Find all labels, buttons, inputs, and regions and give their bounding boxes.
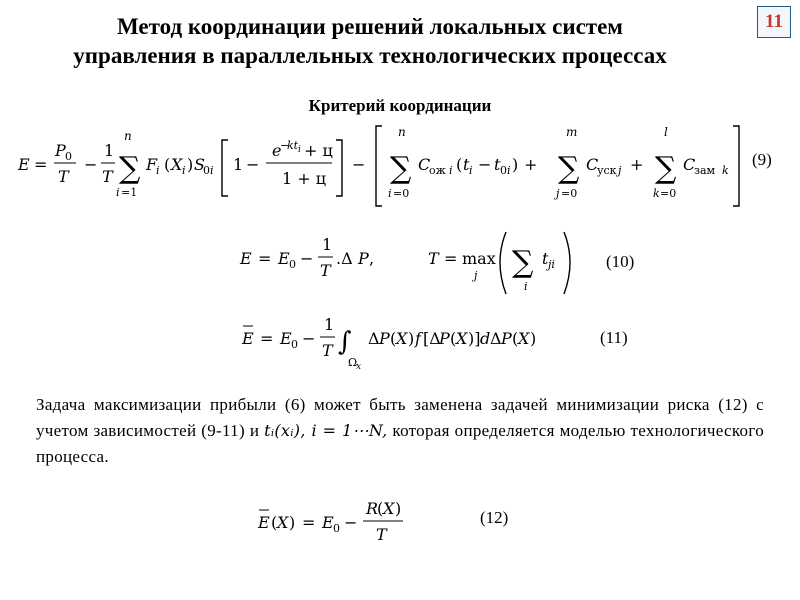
- svg-text:P: P: [501, 329, 512, 348]
- svg-text:X: X: [518, 329, 530, 348]
- svg-text:=: =: [302, 513, 316, 532]
- svg-text:(: (: [512, 329, 519, 348]
- svg-text:C: C: [683, 155, 696, 174]
- title-line-1: Метод координации решений локальных систем: [117, 14, 623, 39]
- svg-text:Δ: Δ: [368, 329, 380, 348]
- svg-text:): ): [530, 329, 537, 348]
- svg-text:d: d: [480, 329, 491, 348]
- svg-text:i: i: [182, 164, 186, 177]
- paragraph-text-1: Задача максимизации прибыли (6) может быть заменена задачей минимизации риска (12) с учетом зависимостей (9-11) и: [36, 395, 764, 440]
- svg-text:(: (: [390, 329, 397, 348]
- svg-text:R: R: [366, 499, 379, 518]
- svg-text:зам: зам: [694, 164, 716, 177]
- svg-text:i: i: [210, 164, 214, 177]
- svg-text:0: 0: [500, 164, 507, 177]
- svg-text:E: E: [242, 329, 254, 348]
- svg-text:=0: =0: [660, 187, 677, 200]
- svg-text:=1: =1: [121, 186, 138, 199]
- svg-text:T: T: [320, 261, 331, 280]
- svg-text:E: E: [322, 513, 334, 532]
- svg-text:E: E: [278, 249, 290, 268]
- svg-text:∑: ∑: [512, 245, 534, 280]
- svg-text:i: i: [156, 164, 160, 177]
- svg-text:T: T: [58, 167, 69, 186]
- svg-text:Δ: Δ: [490, 329, 502, 348]
- svg-text:−: −: [344, 513, 358, 532]
- svg-text:X: X: [383, 499, 395, 518]
- svg-text:C: C: [418, 155, 431, 174]
- svg-text:ож: ож: [429, 164, 446, 177]
- svg-text:i: i: [507, 164, 511, 177]
- svg-text:f: f: [415, 329, 421, 348]
- svg-text:∑: ∑: [119, 151, 141, 186]
- svg-text:)]: )]: [468, 329, 481, 348]
- svg-text:∑: ∑: [655, 151, 677, 186]
- svg-text:): ): [512, 155, 519, 174]
- svg-text:l: l: [664, 125, 668, 139]
- svg-text:): ): [395, 499, 402, 518]
- svg-text:T: T: [322, 341, 333, 360]
- slide-title: [40, 12, 700, 70]
- svg-text:k: k: [653, 187, 660, 200]
- svg-text:E: E: [240, 249, 252, 268]
- svg-text:1: 1: [322, 235, 333, 254]
- svg-text:(: (: [456, 155, 463, 174]
- svg-text:0: 0: [333, 522, 340, 535]
- svg-text:j: j: [618, 164, 622, 177]
- svg-text:=0: =0: [561, 187, 578, 200]
- svg-text:E: E: [258, 513, 270, 532]
- svg-text:=: =: [444, 249, 458, 268]
- svg-text:−: −: [302, 329, 316, 348]
- svg-text:−: −: [84, 155, 98, 174]
- svg-text:∫: ∫: [338, 327, 352, 357]
- svg-text:e: e: [272, 141, 282, 160]
- svg-text:[Δ: [Δ: [423, 329, 441, 348]
- page-number-badge: 11: [757, 6, 791, 38]
- svg-text:0: 0: [65, 150, 72, 163]
- svg-text:(: (: [377, 499, 384, 518]
- svg-text:(: (: [164, 155, 171, 174]
- svg-text:T: T: [102, 167, 113, 186]
- svg-text:E: E: [280, 329, 292, 348]
- equation-11-number: (11): [600, 328, 628, 347]
- equation-9-number: (9): [752, 150, 772, 169]
- svg-text:+: +: [524, 155, 538, 174]
- svg-text:i: i: [449, 164, 453, 177]
- svg-text:P: P: [439, 329, 450, 348]
- svg-text:−: −: [352, 155, 366, 174]
- svg-text:): ): [408, 329, 415, 348]
- svg-text:n: n: [398, 125, 406, 139]
- svg-text:P: P: [358, 249, 369, 268]
- svg-text:E: E: [18, 155, 30, 174]
- title-line-2: управления в параллельных технологических процессах: [73, 43, 667, 68]
- svg-text:+: +: [630, 155, 644, 174]
- svg-text:i: i: [388, 187, 392, 200]
- svg-text:i: i: [116, 186, 120, 199]
- svg-text:X: X: [171, 155, 183, 174]
- svg-text:T: T: [428, 249, 439, 268]
- svg-text:t: t: [542, 249, 549, 268]
- svg-text:): ): [187, 155, 194, 174]
- paragraph-formula: tᵢ(xᵢ), i = 1⋯N,: [264, 421, 388, 440]
- svg-text:(: (: [271, 513, 278, 532]
- equation-10-number: (10): [606, 252, 635, 271]
- svg-text:j: j: [474, 269, 478, 282]
- body-paragraph: [36, 392, 764, 470]
- svg-text:kt: kt: [287, 139, 299, 152]
- svg-text:1 + ц: 1 + ц: [282, 169, 327, 188]
- svg-text:∑: ∑: [390, 151, 412, 186]
- svg-text:∑: ∑: [558, 151, 580, 186]
- svg-text:=: =: [34, 155, 48, 174]
- svg-text:1: 1: [104, 141, 115, 160]
- svg-text:0: 0: [289, 258, 296, 271]
- svg-text:i: i: [298, 145, 301, 155]
- svg-text:t: t: [463, 155, 470, 174]
- equation-11: [240, 310, 590, 372]
- svg-text:(: (: [450, 329, 457, 348]
- svg-text:i: i: [524, 280, 528, 293]
- svg-text:F: F: [146, 155, 158, 174]
- equation-12-number: (12): [480, 508, 509, 527]
- svg-text:P: P: [55, 141, 66, 160]
- svg-text:X: X: [396, 329, 408, 348]
- svg-text:X: X: [456, 329, 468, 348]
- svg-text:0: 0: [291, 338, 298, 351]
- svg-text:j: j: [556, 187, 560, 200]
- equation-12: [256, 498, 426, 554]
- svg-text:T: T: [376, 525, 387, 544]
- svg-text:.Δ: .Δ: [336, 249, 353, 268]
- svg-text:k: k: [722, 164, 729, 177]
- svg-text:m: m: [566, 125, 578, 139]
- svg-text:−: −: [478, 155, 492, 174]
- svg-text:): ): [289, 513, 296, 532]
- svg-text:S: S: [194, 155, 205, 174]
- svg-text:=: =: [258, 249, 272, 268]
- section-subtitle: Критерий координации: [308, 96, 492, 115]
- svg-text:=0: =0: [393, 187, 410, 200]
- svg-text:0: 0: [203, 164, 210, 177]
- svg-text:−: −: [246, 155, 260, 174]
- svg-text:1: 1: [324, 315, 335, 334]
- svg-text:−: −: [280, 139, 290, 152]
- svg-text:1: 1: [233, 155, 244, 174]
- svg-text:P: P: [379, 329, 390, 348]
- svg-text:Ω: Ω: [348, 356, 358, 369]
- svg-text:=: =: [260, 329, 274, 348]
- svg-text:max: max: [462, 249, 496, 268]
- svg-text:ji: ji: [548, 258, 555, 271]
- equation-10: [236, 222, 606, 304]
- svg-text:t: t: [494, 155, 501, 174]
- equation-9: [0, 118, 760, 210]
- svg-text:уск: уск: [597, 164, 617, 177]
- svg-text:−: −: [300, 249, 314, 268]
- svg-text:C: C: [586, 155, 599, 174]
- svg-text:X: X: [277, 513, 289, 532]
- svg-text:+ ц: + ц: [304, 141, 333, 160]
- svg-text:n: n: [124, 129, 132, 143]
- svg-text:i: i: [469, 164, 473, 177]
- svg-text:x: x: [356, 362, 362, 372]
- paragraph-text-2: которая определяется моделью технологического процесса.: [36, 421, 765, 466]
- svg-text:,: ,: [369, 249, 375, 268]
